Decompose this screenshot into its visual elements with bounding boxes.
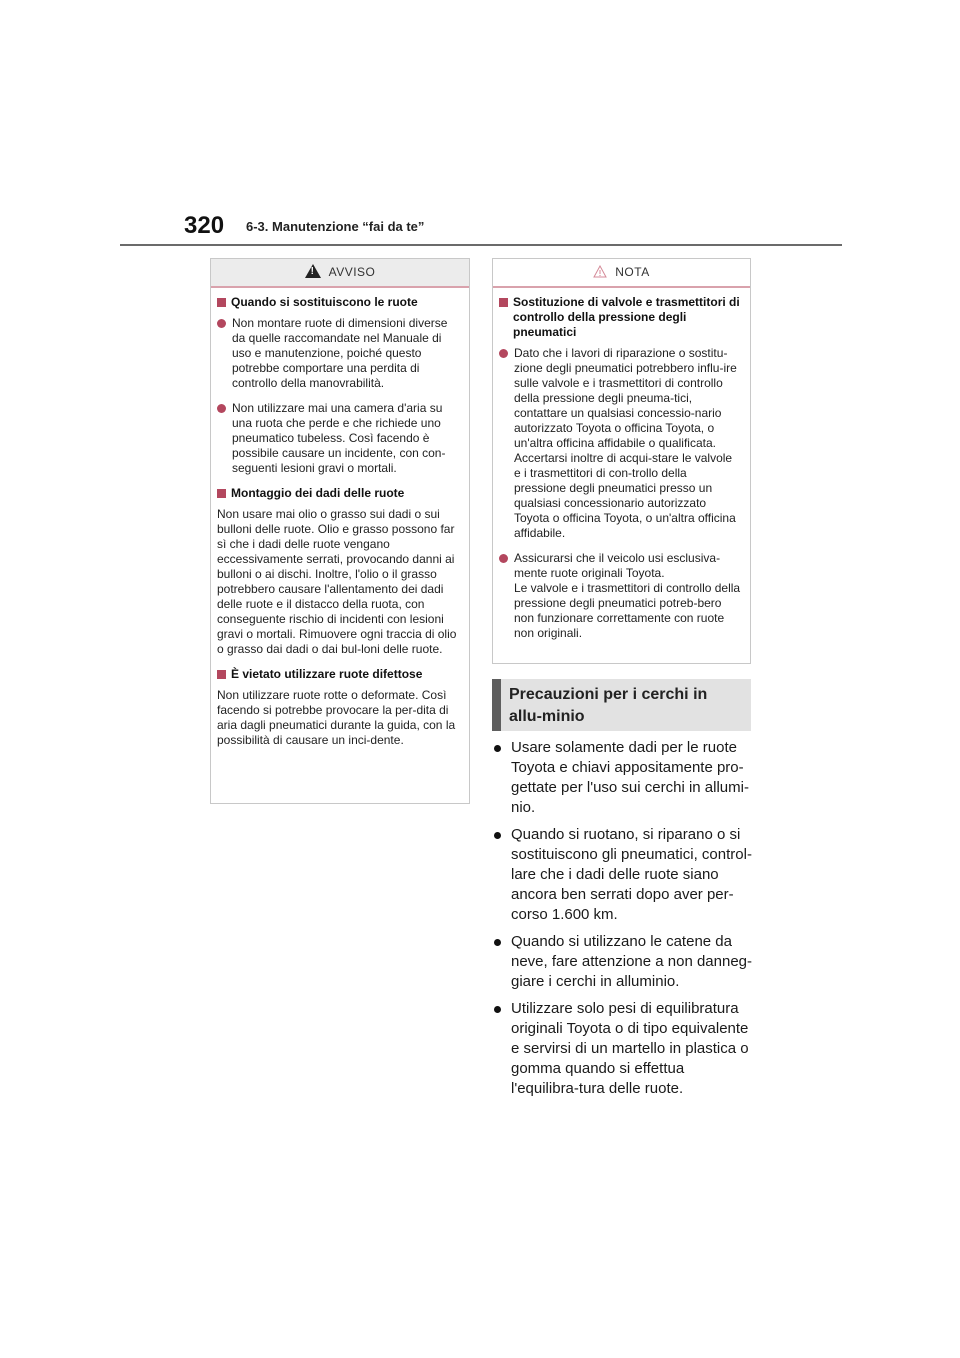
- note-bullet-line: Le valvole e i trasmettitori di controllo della pressione degli pneumatici potreb-bero non funzionare correttamente con ruote non originali.: [514, 581, 741, 640]
- caution-triangle-icon: [593, 265, 607, 278]
- section-heading-banner: Precauzioni per i cerchi in allu-minio: [492, 679, 751, 731]
- note-box-body: [493, 288, 750, 641]
- header-rule: [120, 244, 842, 246]
- square-bullet-icon: [217, 670, 226, 679]
- round-bullet-icon: [217, 404, 226, 413]
- list-item: Utilizzare solo pesi di equilibratura originali Toyota o di tipo equivalente e servirsi di un martello in plastica o gomma quando si effettua l'equilibra-tura delle ruote.: [492, 999, 754, 1099]
- warning-paragraph: Non utilizzare ruote rotte o deformate. Così facendo si potrebbe provocare la per-dita di aria dagli pneumatici durante la guida, con la possibilità di causare un inci-dente.: [217, 688, 456, 747]
- list-item: Quando si ruotano, si riparano o si sostituiscono gli pneumatici, control-lare che i dadi delle ruote siano ancora ben serrati dopo aver per-corso 1.600 km.: [492, 825, 754, 925]
- warning-paragraph: Non usare mai olio o grasso sui dadi o sui bulloni delle ruote. Olio e grasso possono far sì che i dadi delle ruote vengano eccessivamente serrati, provocando danni ai bulloni o ai dischi. Inoltre, l'olio o il grasso potrebbero causare l'allentamento dei dadi delle ruote e il distacco della ruota, con conseguente rischio di incidenti con lesioni gravi o mortali. Rimuovere ogni traccia di olio o grasso dai dadi o dai bul-loni delle ruote.: [217, 507, 457, 656]
- warning-triangle-icon: [305, 264, 321, 278]
- note-bullet: [499, 551, 742, 641]
- bullet-dot-icon: [494, 745, 501, 752]
- note-bullet: Dato che i lavori di riparazione o sostitu-zione degli pneumatici potrebbero influ-ire sulle valvole e i trasmettitori di controllo della pressione degli pneuma-tici, contattare un qualsiasi concessio-nario autorizzato Toyota o officina Toyota, o un'altra officina affidabile o qualificata. Accertarsi inoltre di acqui-stare le valvole e i trasmettitori di con-trollo della pressione degli pneumatici presso un qualsiasi concessionario autorizzato Toyota o officina Toyota, o un'altra officina affidabile.: [499, 346, 742, 541]
- warning-box-header: [211, 259, 469, 288]
- note-box: [492, 258, 751, 664]
- page-number: 320: [184, 212, 225, 239]
- warning-subheading: È vietato utilizzare ruote difettose: [217, 667, 461, 682]
- warning-bullet: Non montare ruote di dimensioni diverse da quelle raccomandate nel Manuale di uso e manutenzione, poiché questo potrebbe comportare una perdita di controllo della manovrabilità.: [217, 316, 461, 391]
- warning-subheading: Montaggio dei dadi delle ruote: [217, 486, 461, 501]
- note-box-header: [493, 259, 750, 288]
- note-bullet-line: Assicurarsi che il veicolo usi esclusiva-mente ruote originali Toyota.: [514, 551, 721, 580]
- note-subheading: Sostituzione di valvole e trasmettitori di controllo della pressione degli pneumatici: [499, 295, 742, 340]
- round-bullet-icon: [499, 554, 508, 563]
- square-bullet-icon: [217, 489, 226, 498]
- square-bullet-icon: [499, 298, 508, 307]
- bullet-dot-icon: [494, 1006, 501, 1013]
- warning-box-title: AVVISO: [328, 265, 376, 279]
- warning-bullet: Non utilizzare mai una camera d'aria su una ruota che perde e che richiede uno pneumatico tubeless. Così facendo è possibile causare un incidente, con con-seguenti lesioni gravi o mortali.: [217, 401, 461, 476]
- warning-subheading: Quando si sostituiscono le ruote: [217, 295, 461, 310]
- note-box-title: NOTA: [615, 265, 650, 279]
- bullet-dot-icon: [494, 832, 501, 839]
- round-bullet-icon: [499, 349, 508, 358]
- warning-box-body: [211, 288, 469, 748]
- bullet-dot-icon: [494, 939, 501, 946]
- round-bullet-icon: [217, 319, 226, 328]
- list-item: Usare solamente dadi per le ruote Toyota e chiavi appositamente pro-gettate per l'uso sui cerchi in allumi-nio.: [492, 738, 754, 818]
- section-title: 6-3. Manutenzione “fai da te”: [246, 219, 425, 234]
- square-bullet-icon: [217, 298, 226, 307]
- main-bullet-list: [492, 738, 754, 1106]
- list-item: Quando si utilizzano le catene da neve, fare attenzione a non danneg-giare i cerchi in alluminio.: [492, 932, 754, 992]
- warning-box: [210, 258, 470, 804]
